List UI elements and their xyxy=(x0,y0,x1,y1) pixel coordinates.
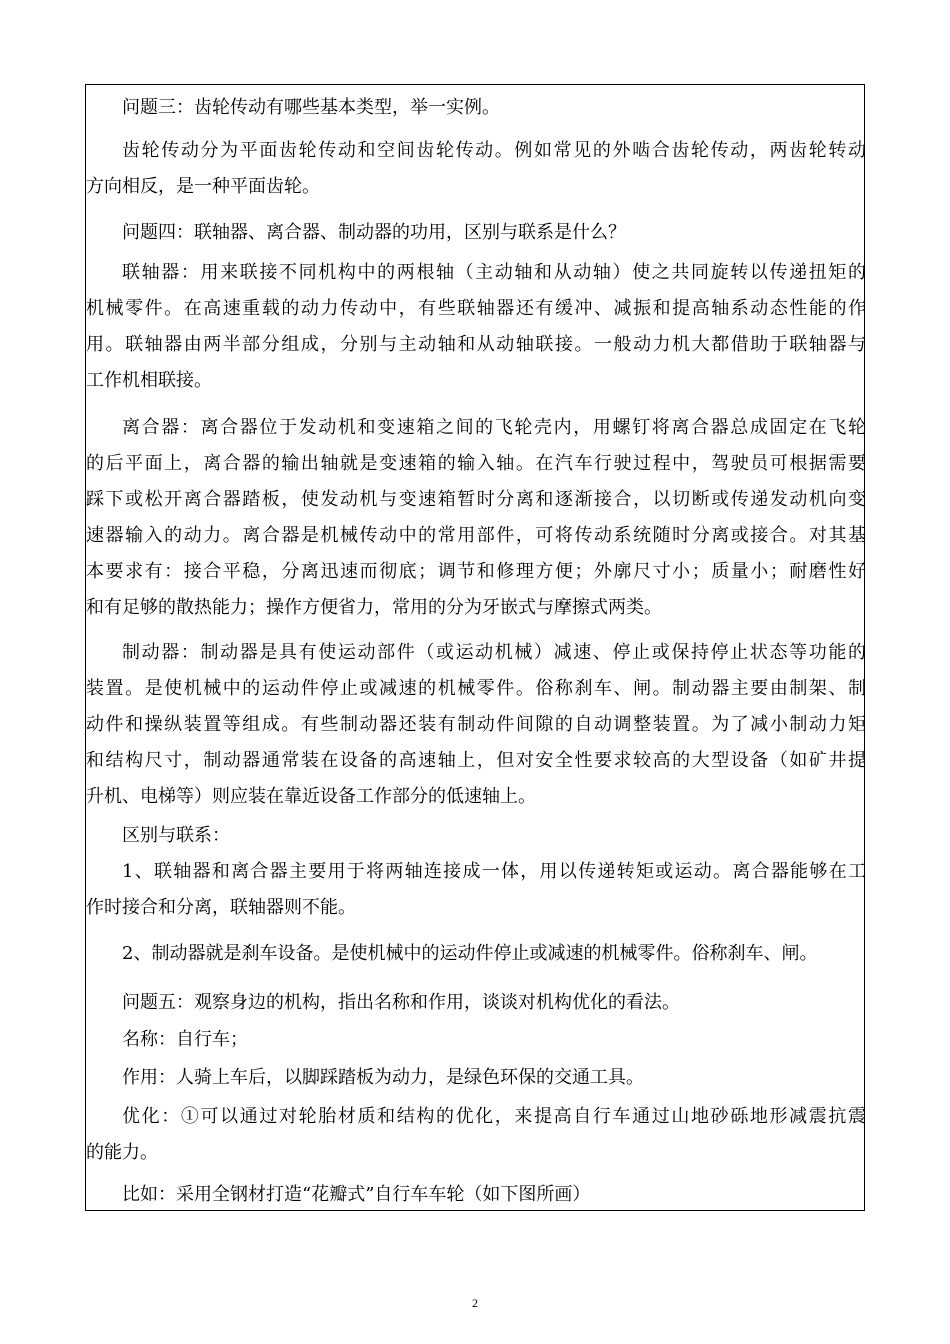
text-line: 工作机相联接。 xyxy=(86,370,212,391)
text-line: 问题五：观察身边的机构，指出名称和作用，谈谈对机构优化的看法。 xyxy=(122,992,680,1013)
text-line: 优化：①可以通过对轮胎材质和结构的优化，来提高自行车通过山地砂砾地形减震抗震 xyxy=(122,1106,866,1127)
text-line: 问题四：联轴器、离合器、制动器的功用，区别与联系是什么？ xyxy=(122,222,626,243)
text-line: 的能力。 xyxy=(86,1142,158,1163)
text-line: 齿轮传动分为平面齿轮传动和空间齿轮传动。例如常见的外啮合齿轮传动，两齿轮转动 xyxy=(122,140,866,161)
text-line: 2、制动器就是刹车设备。是使机械中的运动件停止或减速的机械零件。俗称刹车、闸。 xyxy=(122,943,818,964)
text-line: 联轴器：用来联接不同机构中的两根轴（主动轴和从动轴）使之共同旋转以传递扭矩的 xyxy=(122,262,866,283)
text-line: 速器输入的动力。离合器是机械传动中的常用部件，可将传动系统随时分离或接合。对其基 xyxy=(86,525,866,546)
text-line: 和结构尺寸，制动器通常装在设备的高速轴上，但对安全性要求较高的大型设备（如矿井提 xyxy=(86,750,866,771)
text-line: 制动器：制动器是具有使运动部件（或运动机械）减速、停止或保持停止状态等功能的 xyxy=(122,642,866,663)
text-line: 本要求有：接合平稳，分离迅速而彻底；调节和修理方便；外廓尺寸小；质量小；耐磨性好 xyxy=(86,561,866,582)
text-line: 用。联轴器由两半部分组成，分别与主动轴和从动轴联接。一般动力机大都借助于联轴器与 xyxy=(86,334,866,355)
text-line: 的后平面上，离合器的输出轴就是变速箱的输入轴。在汽车行驶过程中，驾驶员可根据需要 xyxy=(86,453,866,474)
text-line: 离合器：离合器位于发动机和变速箱之间的飞轮壳内，用螺钉将离合器总成固定在飞轮 xyxy=(122,417,866,438)
text-line: 名称：自行车； xyxy=(122,1029,248,1050)
text-line: 作用：人骑上车后，以脚踩踏板为动力，是绿色环保的交通工具。 xyxy=(122,1067,644,1088)
text-line: 1、联轴器和离合器主要用于将两轴连接成一体，用以传递转矩或运动。离合器能够在工 xyxy=(122,861,866,882)
text-line: 和有足够的散热能力；操作方便省力，常用的分为牙嵌式与摩擦式两类。 xyxy=(86,597,662,618)
text-line: 装置。是使机械中的运动件停止或减速的机械零件。俗称刹车、闸。制动器主要由制架、制 xyxy=(86,678,866,699)
text-line: 动件和操纵装置等组成。有些制动器还装有制动件间隙的自动调整装置。为了减小制动力矩 xyxy=(86,714,866,735)
text-line: 问题三：齿轮传动有哪些基本类型，举一实例。 xyxy=(122,97,500,118)
text-line: 机械零件。在高速重载的动力传动中，有些联轴器还有缓冲、减振和提高轴系动态性能的作 xyxy=(86,298,866,319)
text-line: 比如：采用全钢材打造“花瓣式”自行车车轮（如下图所画） xyxy=(122,1184,591,1205)
page-number: 2 xyxy=(472,1296,478,1310)
text-line: 区别与联系： xyxy=(122,825,230,846)
text-line: 作时接合和分离，联轴器则不能。 xyxy=(86,897,356,918)
text-line: 踩下或松开离合器踏板，使发动机与变速箱暂时分离和逐渐接合，以切断或传递发动机向变 xyxy=(86,489,866,510)
text-line: 方向相反，是一种平面齿轮。 xyxy=(86,176,320,197)
text-line: 升机、电梯等）则应装在靠近设备工作部分的低速轴上。 xyxy=(86,786,536,807)
